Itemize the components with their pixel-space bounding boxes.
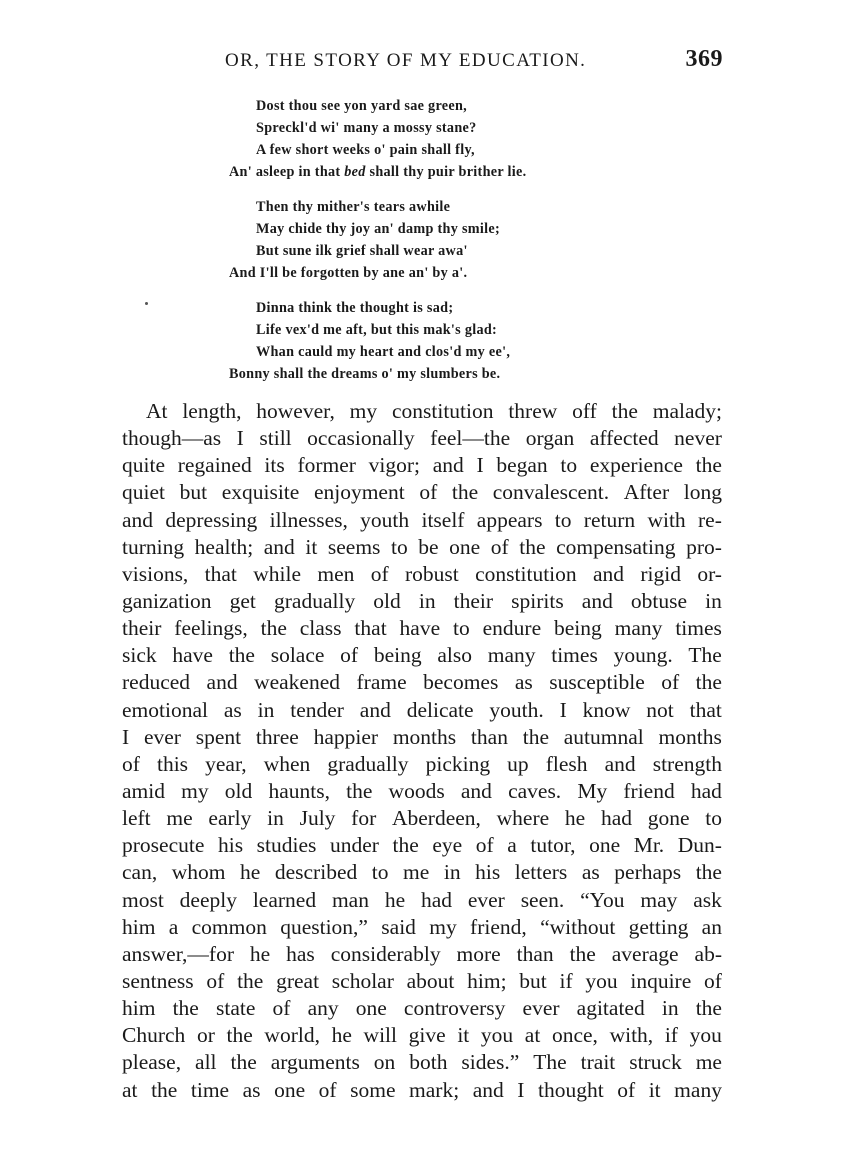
text-line: sick have the solace of being also many times young. The: [122, 643, 722, 668]
verse-line: And I'll be forgotten by ane an' by a'.: [229, 265, 468, 281]
text-line: prosecute his studies under the eye of a tutor, one Mr. Dun-: [122, 833, 722, 858]
text-line: At length, however, my constitution threw off the malady;: [146, 399, 722, 423]
text-line: ganization get gradually old in their spirits and obtuse in: [122, 588, 722, 613]
text-line: and depressing illnesses, youth itself appears to return with re-: [122, 507, 722, 532]
text-line: though—as I still occasionally feel—the organ affected never: [122, 426, 722, 451]
page-number: 369: [685, 46, 723, 72]
text-line: I ever spent three happier months than the autumnal months: [122, 724, 722, 749]
text-line: quiet but exquisite enjoyment of the convalescent. After long: [122, 480, 722, 505]
verse-line: Then thy mither's tears awhile: [256, 199, 451, 215]
running-title: OR, THE STORY OF MY EDUCATION.: [225, 50, 587, 71]
print-speck: [145, 302, 148, 305]
body-text: [122, 398, 722, 1104]
text-line: Church or the world, he will give it you at once, with, if you: [122, 1023, 722, 1048]
verse-line: Life vex'd me aft, but this mak's glad:: [256, 322, 498, 338]
text-line: him a common question,” said my friend, “without getting an: [122, 914, 722, 939]
text-line: quite regained its former vigor; and I began to experience the: [122, 453, 722, 478]
verse-line: A few short weeks o' pain shall fly,: [256, 142, 475, 158]
verse-line: Spreckl'd wi' many a mossy stane?: [256, 120, 477, 136]
verse-line: An' asleep in that bed shall thy puir brither lie.: [229, 164, 527, 180]
text-line: can, whom he described to me in his letters as perhaps the: [122, 860, 722, 885]
text-line: sentness of the great scholar about him; but if you inquire of: [122, 968, 722, 993]
text-line: answer,—for he has considerably more than the average ab-: [122, 941, 722, 966]
verse-line: Dost thou see yon yard sae green,: [256, 98, 468, 114]
text-line: most deeply learned man he had ever seen. “You may ask: [122, 887, 722, 912]
text-line: at the time as one of some mark; and I thought of it many: [122, 1077, 722, 1102]
text-line: of this year, when gradually picking up flesh and strength: [122, 751, 722, 776]
verse-line: May chide thy joy an' damp thy smile;: [256, 221, 501, 237]
text-line: emotional as in tender and delicate youth. I know not that: [122, 697, 722, 722]
text-line: him the state of any one controversy ever agitated in the: [122, 996, 722, 1021]
text-line: visions, that while men of robust constitution and rigid or-: [122, 561, 722, 586]
running-head: [225, 46, 725, 76]
text-line: turning health; and it seems to be one of the compensating pro-: [122, 534, 722, 559]
text-line: please, all the arguments on both sides.” The trait struck me: [122, 1050, 722, 1075]
text-line: left me early in July for Aberdeen, where he had gone to: [122, 806, 722, 831]
text-line: amid my old haunts, the woods and caves. My friend had: [122, 778, 722, 803]
verse-line: Dinna think the thought is sad;: [256, 300, 454, 316]
verse-line: Bonny shall the dreams o' my slumbers be.: [229, 366, 501, 382]
text-line: reduced and weakened frame becomes as susceptible of the: [122, 670, 722, 695]
text-line: their feelings, the class that have to endure being many times: [122, 616, 722, 641]
verse-line: But sune ilk grief shall wear awa': [256, 243, 468, 259]
verse-line: Whan cauld my heart and clos'd my ee',: [256, 344, 511, 360]
